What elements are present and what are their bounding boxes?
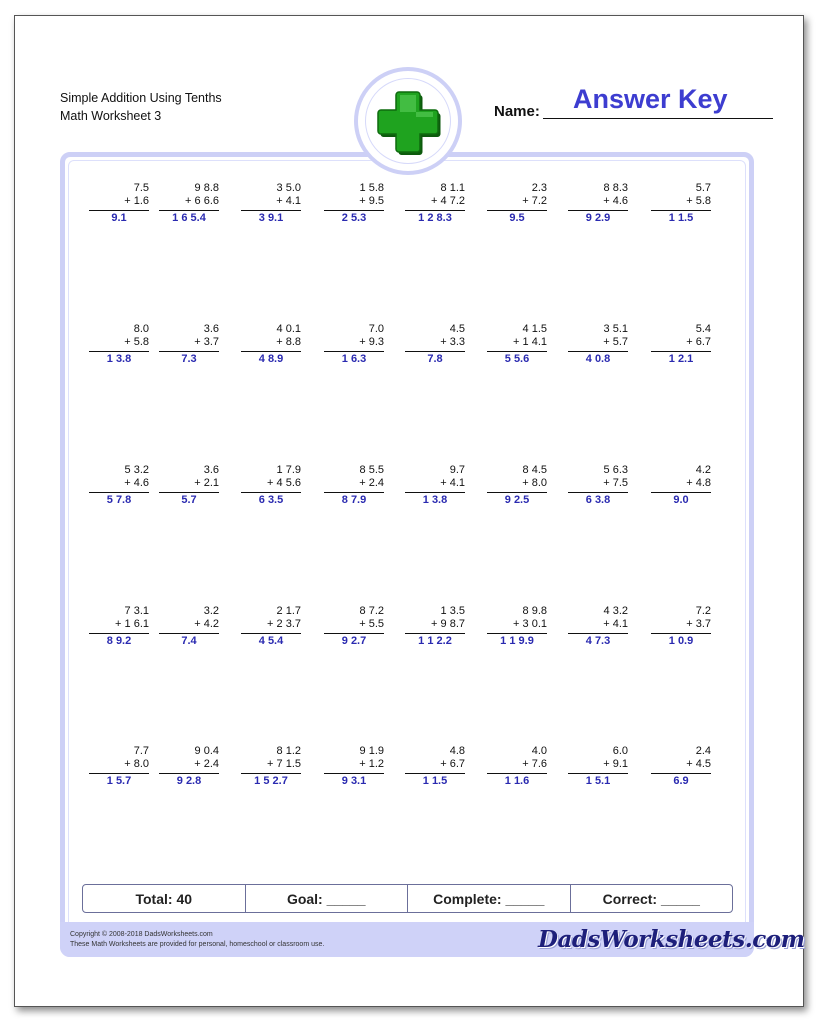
addition-problem xyxy=(89,464,149,507)
addend-bottom: + 9.5 xyxy=(359,195,384,207)
addition-problem xyxy=(651,745,711,788)
answer: 7.3 xyxy=(181,353,197,365)
answer: 1 1.5 xyxy=(422,775,448,787)
addition-problem xyxy=(487,182,547,225)
addend-top: 7 3.1 xyxy=(124,605,149,617)
sum-rule xyxy=(324,492,384,493)
answer: 1 0.9 xyxy=(668,635,694,647)
addition-problem xyxy=(241,323,301,366)
addend-bottom: + 2.1 xyxy=(194,477,219,489)
answer: 6 3.5 xyxy=(258,494,284,506)
addend-bottom: + 3.7 xyxy=(194,336,219,348)
addend-bottom: + 4.1 xyxy=(276,195,301,207)
addend-bottom: + 4 7.2 xyxy=(431,195,465,207)
addend-top: 4.0 xyxy=(531,745,547,757)
answer: 7.8 xyxy=(427,353,443,365)
addend-top: 8 8.3 xyxy=(603,182,628,194)
answer-key-text: Answer Key xyxy=(573,84,728,114)
answer: 4 5.4 xyxy=(258,635,284,647)
addend-top: 8 1.2 xyxy=(276,745,301,757)
addend-bottom: + 8.0 xyxy=(522,477,547,489)
addend-top: 5 3.2 xyxy=(124,464,149,476)
addition-problem xyxy=(405,182,465,225)
total-cell: Total: 40 xyxy=(135,890,193,907)
addend-top: 3.6 xyxy=(203,323,219,335)
addend-bottom: + 2.4 xyxy=(359,477,384,489)
sum-rule xyxy=(487,351,547,352)
addition-problem xyxy=(651,464,711,507)
sum-rule xyxy=(405,351,465,352)
sum-rule xyxy=(487,633,547,634)
addend-top: 4 1.5 xyxy=(522,323,547,335)
addition-problem xyxy=(324,182,384,225)
addend-top: 5.4 xyxy=(695,323,711,335)
addend-bottom: + 8.0 xyxy=(124,758,149,770)
answer: 1 2 8.3 xyxy=(418,212,452,224)
addend-top: 1 5.8 xyxy=(359,182,384,194)
addend-bottom: + 4 5.6 xyxy=(267,477,301,489)
addition-problem xyxy=(487,745,547,788)
addend-bottom: + 4.1 xyxy=(440,477,465,489)
addend-top: 8 4.5 xyxy=(522,464,547,476)
addend-top: 6.0 xyxy=(612,745,628,757)
addend-top: 9 8.8 xyxy=(194,182,219,194)
copyright-line: Copyright © 2008-2018 DadsWorksheets.com xyxy=(70,931,213,938)
answer: 1 5.7 xyxy=(106,775,132,787)
addend-top: 4 0.1 xyxy=(276,323,301,335)
answer: 1 3.8 xyxy=(106,353,132,365)
addend-bottom: + 2 3.7 xyxy=(267,618,301,630)
addend-top: 3 5.0 xyxy=(276,182,301,194)
answer: 9 2.8 xyxy=(176,775,202,787)
addend-bottom: + 1 4.1 xyxy=(513,336,547,348)
sum-rule xyxy=(89,633,149,634)
addend-top: 2.4 xyxy=(695,745,711,757)
addend-top: 8 9.8 xyxy=(522,605,547,617)
answer: 1 6 5.4 xyxy=(172,212,206,224)
answer: 4 7.3 xyxy=(585,635,611,647)
addition-problem xyxy=(568,323,628,366)
answer: 6 3.8 xyxy=(585,494,611,506)
addition-problem xyxy=(487,605,547,648)
addend-bottom: + 5.8 xyxy=(686,195,711,207)
sum-rule xyxy=(651,633,711,634)
addition-problem xyxy=(159,182,219,225)
addition-problem xyxy=(159,323,219,366)
answer: 1 1 2.2 xyxy=(418,635,452,647)
addend-top: 8.0 xyxy=(133,323,149,335)
sum-rule xyxy=(405,773,465,774)
sum-rule xyxy=(487,492,547,493)
addend-bottom: + 7.5 xyxy=(603,477,628,489)
answer: 4 8.9 xyxy=(258,353,284,365)
addition-problem xyxy=(487,323,547,366)
addend-top: 5 6.3 xyxy=(603,464,628,476)
addition-problem xyxy=(159,464,219,507)
score-table xyxy=(82,884,733,913)
addition-problem xyxy=(487,464,547,507)
sum-rule xyxy=(159,210,219,211)
answer: 8 9.2 xyxy=(106,635,132,647)
addition-problem xyxy=(568,605,628,648)
copyright-block xyxy=(70,930,324,950)
sum-rule xyxy=(324,773,384,774)
sum-rule xyxy=(651,773,711,774)
addend-bottom: + 3.7 xyxy=(686,618,711,630)
addend-bottom: + 1 6.1 xyxy=(115,618,149,630)
addend-bottom: + 4.8 xyxy=(686,477,711,489)
addend-top: 9 1.9 xyxy=(359,745,384,757)
addend-top: 8 7.2 xyxy=(359,605,384,617)
sum-rule xyxy=(405,210,465,211)
addend-top: 7.0 xyxy=(368,323,384,335)
sum-rule xyxy=(89,351,149,352)
answer: 1 5.1 xyxy=(585,775,611,787)
sum-rule xyxy=(651,210,711,211)
addend-top: 3.2 xyxy=(203,605,219,617)
addition-problem xyxy=(324,323,384,366)
sum-rule xyxy=(159,351,219,352)
addend-bottom: + 4.2 xyxy=(194,618,219,630)
addition-problem xyxy=(241,464,301,507)
addend-top: 4 3.2 xyxy=(603,605,628,617)
addend-bottom: + 9.1 xyxy=(603,758,628,770)
addend-top: 5.7 xyxy=(695,182,711,194)
sum-rule xyxy=(568,492,628,493)
answer: 4 0.8 xyxy=(585,353,611,365)
sum-rule xyxy=(241,633,301,634)
addend-bottom: + 4.6 xyxy=(124,477,149,489)
addition-problem xyxy=(568,182,628,225)
addition-problem xyxy=(241,182,301,225)
addition-problem xyxy=(568,464,628,507)
addend-top: 8 5.5 xyxy=(359,464,384,476)
addend-bottom: + 7 1.5 xyxy=(267,758,301,770)
addition-problem xyxy=(651,605,711,648)
addition-problem xyxy=(89,182,149,225)
answer: 1 1 9.9 xyxy=(500,635,534,647)
answer: 8 7.9 xyxy=(341,494,367,506)
usage-note: These Math Worksheets are provided for personal, homeschool or classroom use. xyxy=(70,941,325,948)
sum-rule xyxy=(89,492,149,493)
addend-bottom: + 7.2 xyxy=(522,195,547,207)
answer: 9 3.1 xyxy=(341,775,367,787)
addend-top: 3 5.1 xyxy=(603,323,628,335)
answer: 1 2.1 xyxy=(668,353,694,365)
addend-top: 2.3 xyxy=(531,182,547,194)
sum-rule xyxy=(241,210,301,211)
sum-rule xyxy=(651,351,711,352)
sum-rule xyxy=(324,351,384,352)
worksheet-title-block xyxy=(60,89,222,125)
problems-frame-inner xyxy=(68,160,746,949)
addition-problem xyxy=(241,605,301,648)
sum-rule xyxy=(159,633,219,634)
addition-problem xyxy=(651,323,711,366)
addition-problem xyxy=(324,464,384,507)
answer: 5.7 xyxy=(181,494,197,506)
sum-rule xyxy=(159,492,219,493)
correct-cell: Correct: _____ xyxy=(570,885,733,912)
addend-top: 4.2 xyxy=(695,464,711,476)
addition-problem xyxy=(405,464,465,507)
addend-bottom: + 6 6.6 xyxy=(185,195,219,207)
addend-bottom: + 3.3 xyxy=(440,336,465,348)
answer: 1 5 2.7 xyxy=(254,775,288,787)
sum-rule xyxy=(568,210,628,211)
answer: 9 2.9 xyxy=(585,212,611,224)
sum-rule xyxy=(651,492,711,493)
problems-frame xyxy=(60,152,754,957)
addend-top: 8 1.1 xyxy=(440,182,465,194)
addition-problem xyxy=(89,323,149,366)
sum-rule xyxy=(568,773,628,774)
addend-bottom: + 8.8 xyxy=(276,336,301,348)
sum-rule xyxy=(487,210,547,211)
addition-problem xyxy=(405,323,465,366)
sum-rule xyxy=(241,351,301,352)
sum-rule xyxy=(324,210,384,211)
addend-bottom: + 5.8 xyxy=(124,336,149,348)
answer: 1 3.8 xyxy=(422,494,448,506)
green-plus-icon xyxy=(370,83,446,159)
addition-problem xyxy=(159,605,219,648)
addend-bottom: + 4.1 xyxy=(603,618,628,630)
answer: 1 6.3 xyxy=(341,353,367,365)
addend-bottom: + 1.2 xyxy=(359,758,384,770)
addend-bottom: + 5.7 xyxy=(603,336,628,348)
addend-bottom: + 9 8.7 xyxy=(431,618,465,630)
addition-problem xyxy=(324,745,384,788)
sum-rule xyxy=(405,633,465,634)
answer: 9.0 xyxy=(673,494,689,506)
addend-top: 1 7.9 xyxy=(276,464,301,476)
addend-bottom: + 6.7 xyxy=(440,758,465,770)
addend-top: 9.7 xyxy=(449,464,465,476)
name-line xyxy=(543,118,773,119)
complete-cell: Complete: _____ xyxy=(407,885,570,912)
sum-rule xyxy=(487,773,547,774)
sum-rule xyxy=(568,351,628,352)
sum-rule xyxy=(89,773,149,774)
addend-top: 1 3.5 xyxy=(440,605,465,617)
answer: 9 2.7 xyxy=(341,635,367,647)
addend-bottom: + 1.6 xyxy=(124,195,149,207)
addition-problem xyxy=(324,605,384,648)
name-label: Name: xyxy=(494,103,540,120)
addend-top: 3.6 xyxy=(203,464,219,476)
addend-top: 2 1.7 xyxy=(276,605,301,617)
addend-top: 4.5 xyxy=(449,323,465,335)
sum-rule xyxy=(241,492,301,493)
addend-top: 9 0.4 xyxy=(194,745,219,757)
answer: 1 1.5 xyxy=(668,212,694,224)
answer: 1 1.6 xyxy=(504,775,530,787)
addend-bottom: + 7.6 xyxy=(522,758,547,770)
addend-top: 4.8 xyxy=(449,745,465,757)
addend-bottom: + 5.5 xyxy=(359,618,384,630)
sum-rule xyxy=(89,210,149,211)
answer: 6.9 xyxy=(673,775,689,787)
sum-rule xyxy=(159,773,219,774)
addend-top: 7.7 xyxy=(133,745,149,757)
addition-problem xyxy=(241,745,301,788)
answer: 9.1 xyxy=(111,212,127,224)
goal-cell: Goal: _____ xyxy=(245,885,408,912)
answer: 9.5 xyxy=(509,212,525,224)
addition-problem xyxy=(89,745,149,788)
addition-problem xyxy=(568,745,628,788)
answer: 7.4 xyxy=(181,635,197,647)
addend-top: 7.5 xyxy=(133,182,149,194)
addend-bottom: + 2.4 xyxy=(194,758,219,770)
answer: 2 5.3 xyxy=(341,212,367,224)
addition-problem xyxy=(651,182,711,225)
addend-bottom: + 9.3 xyxy=(359,336,384,348)
answer: 3 9.1 xyxy=(258,212,284,224)
answer: 5 7.8 xyxy=(106,494,132,506)
sum-rule xyxy=(241,773,301,774)
sum-rule xyxy=(405,492,465,493)
answer: 5 5.6 xyxy=(504,353,530,365)
addend-bottom: + 4.6 xyxy=(603,195,628,207)
dadsworksheets-logo: DadsWorksheets.com xyxy=(538,926,805,953)
addition-problem xyxy=(405,745,465,788)
addend-bottom: + 6.7 xyxy=(686,336,711,348)
worksheet-subtitle: Math Worksheet 3 xyxy=(60,109,162,123)
addition-problem xyxy=(405,605,465,648)
sum-rule xyxy=(568,633,628,634)
answer: 9 2.5 xyxy=(504,494,530,506)
addition-problem xyxy=(89,605,149,648)
addition-problem xyxy=(159,745,219,788)
addend-bottom: + 3 0.1 xyxy=(513,618,547,630)
sum-rule xyxy=(324,633,384,634)
worksheet-title: Simple Addition Using Tenths xyxy=(60,91,222,105)
addend-top: 7.2 xyxy=(695,605,711,617)
addend-bottom: + 4.5 xyxy=(686,758,711,770)
